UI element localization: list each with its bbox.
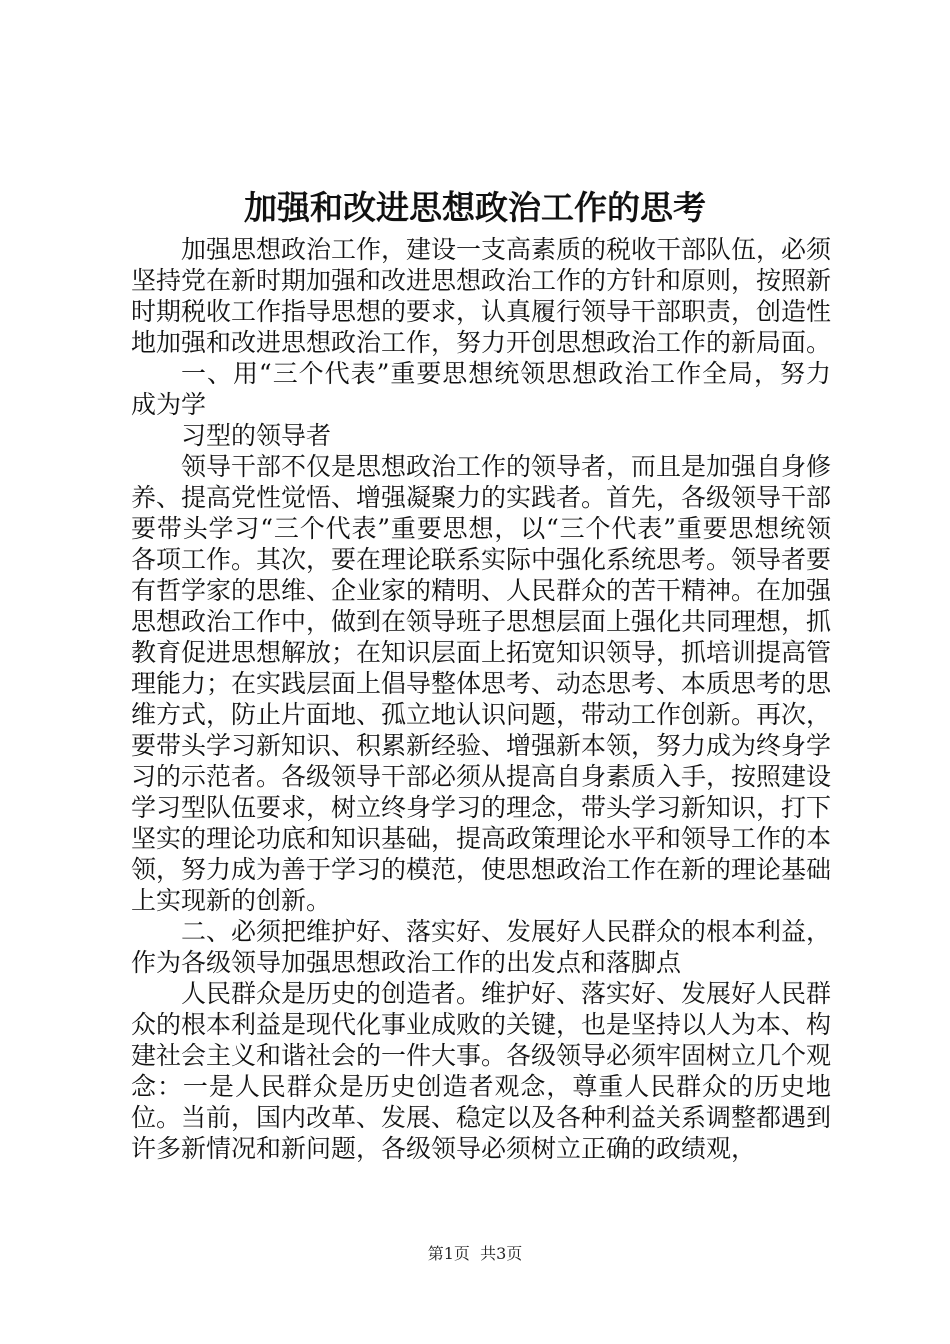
page-number-total: 共3页 xyxy=(480,1244,523,1263)
page-number-current: 第1页 xyxy=(427,1244,470,1263)
section-heading-1-continued: 习型的领导者 xyxy=(181,421,332,450)
page-footer xyxy=(0,1243,950,1265)
paragraph-section-1: 领导干部不仅是思想政治工作的领导者，而且是加强自身修养、提高党性觉悟、增强凝聚力的实践者。首先，各级领导干部要带头学习“三个代表”重要思想，以“三个代表”重要思想统领各项工作。其次，要在理论联系实际中强化系统思考。领导者要有哲学家的思维、企业家的精明、人民群众的苦干精神。在加强思想政治工作中，做到在领导班子思想层面上强化共同理想，抓教育促进思想解放；在知识层面上拓宽知识领导，抓培训提高管理能力；在实践层面上倡导整体思考、动态思考、本质思考的思维方式，防止片面地、孤立地认识问题，带动工作创新。再次，要带头学习新知识、积累新经验、增强新本领，努力成为终身学习的示范者。各级领导干部必须从提高自身素质入手，按照建设学习型队伍要求，树立终身学习的理念，带头学习新知识，打下坚实的理论功底和知识基础，提高政策理论水平和领导工作的本领，努力成为善于学习的模范，使思想政治工作在新的理论基础上实现新的创新。 xyxy=(131,452,832,915)
section-heading-2: 二、必须把维护好、落实好、发展好人民群众的根本利益，作为各级领导加强思想政治工作的出发点和落脚点 xyxy=(131,917,832,977)
document-body xyxy=(131,234,831,1164)
document-title: 加强和改进思想政治工作的思考 xyxy=(244,188,706,227)
paragraph-section-2: 人民群众是历史的创造者。维护好、落实好、发展好人民群众的根本利益是现代化事业成败的关键，也是坚持以人为本、构建社会主义和谐社会的一件大事。各级领导必须牢固树立几个观念：一是人民群众是历史创造者观念，尊重人民群众的历史地位。当前，国内改革、发展、稳定以及各种利益关系调整都遇到许多新情况和新问题，各级领导必须树立正确的政绩观， xyxy=(131,979,832,1163)
section-heading-1: 一、用“三个代表”重要思想统领思想政治工作全局，努力成为学 xyxy=(131,359,831,419)
paragraph-intro: 加强思想政治工作，建设一支高素质的税收干部队伍，必须坚持党在新时期加强和改进思想政治工作的方针和原则，按照新时期税收工作指导思想的要求，认真履行领导干部职责，创造性地加强和改进思想政治工作，努力开创思想政治工作的新局面。 xyxy=(131,235,832,357)
